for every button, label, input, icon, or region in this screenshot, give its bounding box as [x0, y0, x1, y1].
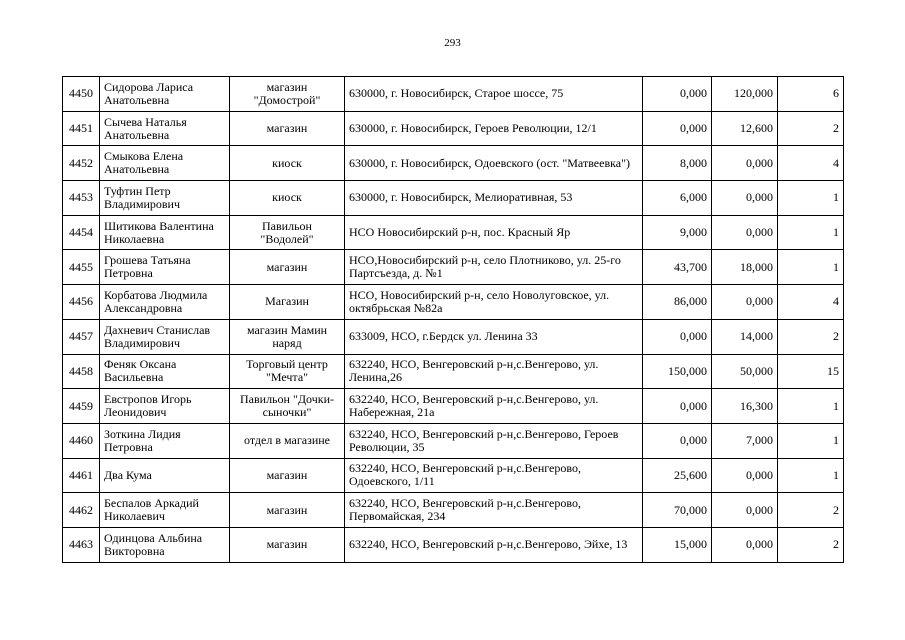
cell-count: 1	[778, 389, 844, 424]
cell-value-2: 0,000	[712, 181, 778, 216]
cell-address: 632240, НСО, Венгеровский р-н,с.Венгерово, Одоевского, 1/11	[345, 458, 643, 493]
cell-value-2: 0,000	[712, 285, 778, 320]
cell-value-2: 0,000	[712, 146, 778, 181]
cell-owner-name: Беспалов Аркадий Николаевич	[100, 493, 230, 528]
cell-value-1: 150,000	[643, 354, 712, 389]
cell-value-1: 9,000	[643, 215, 712, 250]
cell-owner-name: Шитикова Валентина Николаевна	[100, 215, 230, 250]
cell-object-type: отдел в магазине	[230, 423, 345, 458]
cell-value-1: 0,000	[643, 423, 712, 458]
table-body	[63, 77, 844, 563]
cell-address: НСО, Новосибирский р-н, село Новолуговское, ул. октябрьская №82а	[345, 285, 643, 320]
cell-count: 1	[778, 181, 844, 216]
cell-value-1: 0,000	[643, 389, 712, 424]
table-row	[63, 527, 844, 562]
cell-address: 630000, г. Новосибирск, Одоевского (ост. "Матвеевка")	[345, 146, 643, 181]
cell-object-type: Магазин	[230, 285, 345, 320]
cell-id: 4453	[63, 181, 100, 216]
cell-value-2: 18,000	[712, 250, 778, 285]
table-row	[63, 250, 844, 285]
cell-address: 632240, НСО, Венгеровский р-н,с.Венгерово, ул. Ленина,26	[345, 354, 643, 389]
cell-address: НСО Новосибирский р-н, пос. Красный Яр	[345, 215, 643, 250]
cell-count: 2	[778, 493, 844, 528]
cell-owner-name: Два Кума	[100, 458, 230, 493]
cell-count: 1	[778, 250, 844, 285]
table-row	[63, 77, 844, 112]
cell-id: 4460	[63, 423, 100, 458]
cell-count: 4	[778, 146, 844, 181]
cell-value-1: 0,000	[643, 319, 712, 354]
cell-count: 1	[778, 458, 844, 493]
cell-address: 632240, НСО, Венгеровский р-н,с.Венгерово, Эйхе, 13	[345, 527, 643, 562]
cell-id: 4456	[63, 285, 100, 320]
cell-value-1: 6,000	[643, 181, 712, 216]
cell-id: 4452	[63, 146, 100, 181]
table-row	[63, 111, 844, 146]
cell-address: 632240, НСО, Венгеровский р-н,с.Венгерово, Первомайская, 234	[345, 493, 643, 528]
cell-owner-name: Одинцова Альбина Викторовна	[100, 527, 230, 562]
cell-value-1: 25,600	[643, 458, 712, 493]
table-row	[63, 423, 844, 458]
cell-owner-name: Сычева Наталья Анатольевна	[100, 111, 230, 146]
page-number: 293	[444, 37, 461, 49]
cell-owner-name: Сидорова Лариса Анатольевна	[100, 77, 230, 112]
table-row	[63, 458, 844, 493]
cell-object-type: Павильон "Дочки-сыночки"	[230, 389, 345, 424]
cell-id: 4461	[63, 458, 100, 493]
cell-value-2: 0,000	[712, 458, 778, 493]
cell-owner-name: Туфтин Петр Владимирович	[100, 181, 230, 216]
cell-owner-name: Евстропов Игорь Леонидович	[100, 389, 230, 424]
cell-value-2: 120,000	[712, 77, 778, 112]
cell-owner-name: Смыкова Елена Анатольевна	[100, 146, 230, 181]
cell-address: 632240, НСО, Венгеровский р-н,с.Венгерово, ул. Набережная, 21а	[345, 389, 643, 424]
cell-owner-name: Дахневич Станислав Владимирович	[100, 319, 230, 354]
cell-value-2: 0,000	[712, 493, 778, 528]
cell-count: 6	[778, 77, 844, 112]
cell-id: 4459	[63, 389, 100, 424]
registry-table	[62, 76, 844, 563]
cell-id: 4455	[63, 250, 100, 285]
cell-value-2: 14,000	[712, 319, 778, 354]
cell-object-type: магазин Мамин наряд	[230, 319, 345, 354]
table-row	[63, 319, 844, 354]
cell-value-1: 43,700	[643, 250, 712, 285]
cell-value-2: 12,600	[712, 111, 778, 146]
cell-value-1: 0,000	[643, 77, 712, 112]
cell-id: 4463	[63, 527, 100, 562]
cell-object-type: магазин	[230, 458, 345, 493]
cell-count: 2	[778, 319, 844, 354]
cell-value-1: 86,000	[643, 285, 712, 320]
table-row	[63, 354, 844, 389]
cell-owner-name: Феняк Оксана Васильевна	[100, 354, 230, 389]
cell-value-1: 8,000	[643, 146, 712, 181]
cell-count: 4	[778, 285, 844, 320]
cell-count: 15	[778, 354, 844, 389]
cell-value-2: 16,300	[712, 389, 778, 424]
cell-object-type: магазин	[230, 527, 345, 562]
cell-count: 2	[778, 527, 844, 562]
cell-object-type: магазин	[230, 250, 345, 285]
cell-value-2: 7,000	[712, 423, 778, 458]
table-row	[63, 285, 844, 320]
cell-id: 4450	[63, 77, 100, 112]
cell-owner-name: Зоткина Лидия Петровна	[100, 423, 230, 458]
cell-address: НСО,Новосибирский р-н, село Плотниково, ул. 25-го Партсъезда, д. №1	[345, 250, 643, 285]
cell-address: 630000, г. Новосибирск, Мелиоративная, 53	[345, 181, 643, 216]
cell-value-2: 0,000	[712, 527, 778, 562]
cell-address: 632240, НСО, Венгеровский р-н,с.Венгерово, Героев Революции, 35	[345, 423, 643, 458]
cell-object-type: магазин	[230, 493, 345, 528]
table-row	[63, 181, 844, 216]
table-row	[63, 215, 844, 250]
cell-value-1: 15,000	[643, 527, 712, 562]
cell-count: 2	[778, 111, 844, 146]
table-row	[63, 493, 844, 528]
cell-value-2: 0,000	[712, 215, 778, 250]
cell-address: 630000, г. Новосибирск, Старое шоссе, 75	[345, 77, 643, 112]
cell-id: 4457	[63, 319, 100, 354]
cell-id: 4462	[63, 493, 100, 528]
cell-object-type: магазин	[230, 111, 345, 146]
cell-id: 4451	[63, 111, 100, 146]
cell-id: 4454	[63, 215, 100, 250]
cell-address: 633009, НСО, г.Бердск ул. Ленина 33	[345, 319, 643, 354]
cell-count: 1	[778, 423, 844, 458]
cell-object-type: киоск	[230, 181, 345, 216]
cell-object-type: магазин "Домострой"	[230, 77, 345, 112]
cell-owner-name: Корбатова Людмила Александровна	[100, 285, 230, 320]
table-row	[63, 146, 844, 181]
cell-object-type: Павильон "Водолей"	[230, 215, 345, 250]
cell-address: 630000, г. Новосибирск, Героев Революции, 12/1	[345, 111, 643, 146]
cell-object-type: Торговый центр "Мечта"	[230, 354, 345, 389]
cell-value-1: 70,000	[643, 493, 712, 528]
cell-count: 1	[778, 215, 844, 250]
cell-value-1: 0,000	[643, 111, 712, 146]
table-row	[63, 389, 844, 424]
cell-id: 4458	[63, 354, 100, 389]
cell-owner-name: Грошева Татьяна Петровна	[100, 250, 230, 285]
cell-object-type: киоск	[230, 146, 345, 181]
cell-value-2: 50,000	[712, 354, 778, 389]
